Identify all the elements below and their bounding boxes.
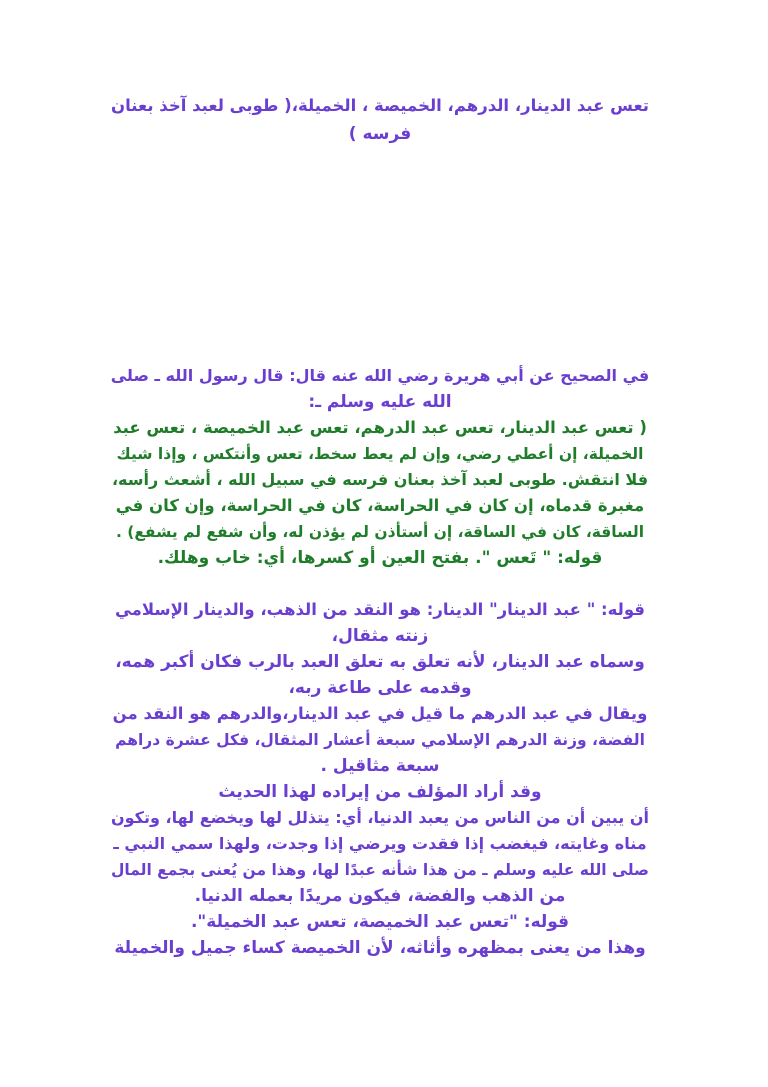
hadith-text	[110, 415, 650, 571]
commentary-line: صلى الله عليه وسلم ـ من هذا شأنه عبدًا لها، وهذا من يُعنى بجمع المال	[110, 861, 649, 879]
hadith-intro-line-2: الله عليه وسلم ـ:	[308, 392, 452, 412]
commentary-line: ويقال في عبد الدرهم ما قيل في عبد الدينار،والدرهم هو النقد من	[112, 704, 648, 723]
hadith-line: الخميلة، إن أعطي رضي، وإن لم يعط سخط، تعس وأنتكس ، وإذا شيك	[116, 445, 644, 463]
commentary-line: قوله: " عبد الدينار" الدينار: هو النقد من الذهب، والدينار الإسلامي	[114, 600, 645, 619]
hadith-intro-line-1: في الصحيح عن أبي هريرة رضي الله عنه قال: قال رسول الله ـ صلى	[110, 366, 650, 385]
title-line-1: تعس عبد الدينار، الدرهم، الخميصة ، الخميلة،( طوبى لعبد آخذ بعنان	[111, 96, 649, 115]
hadith-line: الساقة، كان في الساقة، إن أستأذن لم يؤذن له، وأن شفع لم يشفع) .	[115, 523, 645, 541]
hadith-line: مغبرة قدماه، إن كان في الحراسة، كان في الحراسة، وإن كان في	[115, 496, 645, 515]
hadith-intro	[110, 363, 650, 415]
commentary-line: مناه وغايته، فيغضب إذا فقدت ويرضي إذا وجدت، ولهذا سمي النبي ـ	[113, 834, 647, 853]
commentary-line: وقد أراد المؤلف من إيراده لهذا الحديث	[218, 782, 542, 802]
hadith-line: فلا انتقش. طوبى لعبد آخذ بعنان فرسه في سبيل الله ، أشعث رأسه،	[111, 470, 649, 489]
commentary-line: وقدمه على طاعة ربه،	[288, 678, 472, 698]
taas-note: قوله: " تَعس ". بفتح العين أو كسرها، أي: خاب وهلك.	[157, 548, 603, 568]
hadith-line: ( تعس عبد الدينار، تعس عبد الدرهم، تعس عبد الخميصة ، تعس عبد	[113, 418, 647, 437]
commentary-line: الفضة، وزنة الدرهم الإسلامي سبعة أعشار المثقال، فكل عشرة دراهم	[115, 731, 645, 749]
document-title	[110, 92, 650, 148]
commentary-line: قوله: "تعس عبد الخميصة، تعس عبد الخميلة".	[190, 912, 570, 932]
commentary-block-1	[110, 597, 650, 961]
commentary-line: وهذا من يعنى بمظهره وأثاثه، لأن الخميصة كساء جميل والخميلة	[114, 938, 646, 958]
commentary-line: زنته مثقال،	[331, 626, 429, 646]
commentary-line: وسماه عبد الدينار، لأنه تعلق به تعلق العبد بالرب فكان أكبر همه،	[115, 652, 645, 672]
title-line-2: فرسه )	[348, 124, 412, 144]
commentary-line: من الذهب والفضة، فيكون مريدًا بعمله الدنيا.	[194, 886, 566, 906]
commentary-line: أن يبين أن من الناس من يعبد الدنيا، أي: يتذلل لها ويخضع لها، وتكون	[110, 808, 650, 827]
commentary-line: سبعة مثاقيل .	[320, 756, 440, 776]
